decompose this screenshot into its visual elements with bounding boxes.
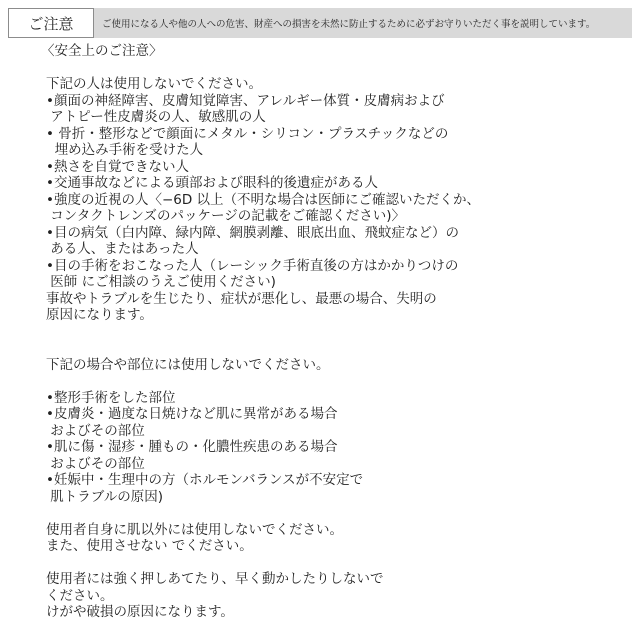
notice-line: •熱さを自覚できない人	[46, 158, 189, 175]
notice-line: •目の病気（白内障、緑内障、網膜剥離、眼底出血、飛蚊症など）の	[46, 224, 459, 241]
notice-line: •交通事故などによる頭部および眼科的後遺症がある人	[46, 175, 378, 191]
notice-line: • 骨折・整形などで顔面にメタル・シリコン・プラスチックなどの	[46, 125, 449, 142]
notice-line: アトピー性皮膚炎の人、敏感肌の人	[46, 109, 266, 125]
safety-notice-body	[41, 43, 626, 621]
notice-line: 下記の場合や部位には使用しないでください。	[46, 356, 330, 373]
caution-description: ご使用になる人や他の人への危害、財産への損害を未然に防止するために必ずお守りいただく事を説明しています。	[102, 19, 596, 30]
notice-line: ある人、またはあった人	[46, 241, 199, 257]
prohibited-persons-block	[46, 76, 626, 324]
prohibited-areas-block	[46, 357, 626, 506]
skin-only-block	[46, 522, 626, 555]
caution-header-bar	[8, 8, 632, 38]
notice-line: 埋め込み手術を受けた人	[46, 142, 204, 158]
notice-line: 原因になります。	[46, 307, 153, 323]
notice-line: •目の手術をおこなった人（レーシック手術直後の方はかかりつけの	[46, 257, 459, 274]
notice-line: ください。	[46, 587, 114, 604]
notice-line: 医師 にご相談のうえご使用ください)	[46, 274, 276, 290]
notice-line: 下記の人は使用しないでください。	[46, 76, 262, 92]
caution-label: ご注意	[8, 8, 94, 38]
pressure-warning-block	[46, 571, 626, 621]
notice-line: •妊娠中・生理中の方（ホルモンバランスが不安定で	[46, 472, 364, 488]
notice-line: •皮膚炎・過度な日焼けなど肌に異常がある場合	[46, 406, 338, 422]
notice-line: •強度の近視の人〈−6D 以上（不明な場合は医師にご確認いただくか、	[46, 191, 481, 208]
notice-line: けがや破損の原因になります。	[46, 604, 234, 620]
notice-line: 使用者自身に肌以外には使用しないでください。	[46, 521, 343, 538]
notice-line: コンタクトレンズのパッケージの記載をご確認ください)〉	[46, 208, 406, 224]
notice-line: およびその部位	[46, 455, 145, 472]
notice-line: •顔面の神経障害、皮膚知覚障害、アレルギー体質・皮膚病および	[46, 92, 445, 109]
notice-line: 事故やトラブルを生じたり、症状が悪化し、最悪の場合、失明の	[46, 290, 437, 307]
notice-line: •肌に傷・湿疹・腫もの・化膿性疾患のある場合	[46, 439, 338, 455]
notice-line: およびその部位	[46, 422, 145, 439]
notice-line: •整形手術をした部位	[46, 389, 176, 406]
notice-line: 肌トラブルの原因)	[46, 488, 164, 505]
notice-line: また、使用させない でください。	[46, 538, 253, 554]
notice-line: 使用者には強く押しあてたり、早く動かしたりしないで	[46, 571, 384, 587]
section-title: 〈安全上のご注意〉	[41, 43, 163, 59]
